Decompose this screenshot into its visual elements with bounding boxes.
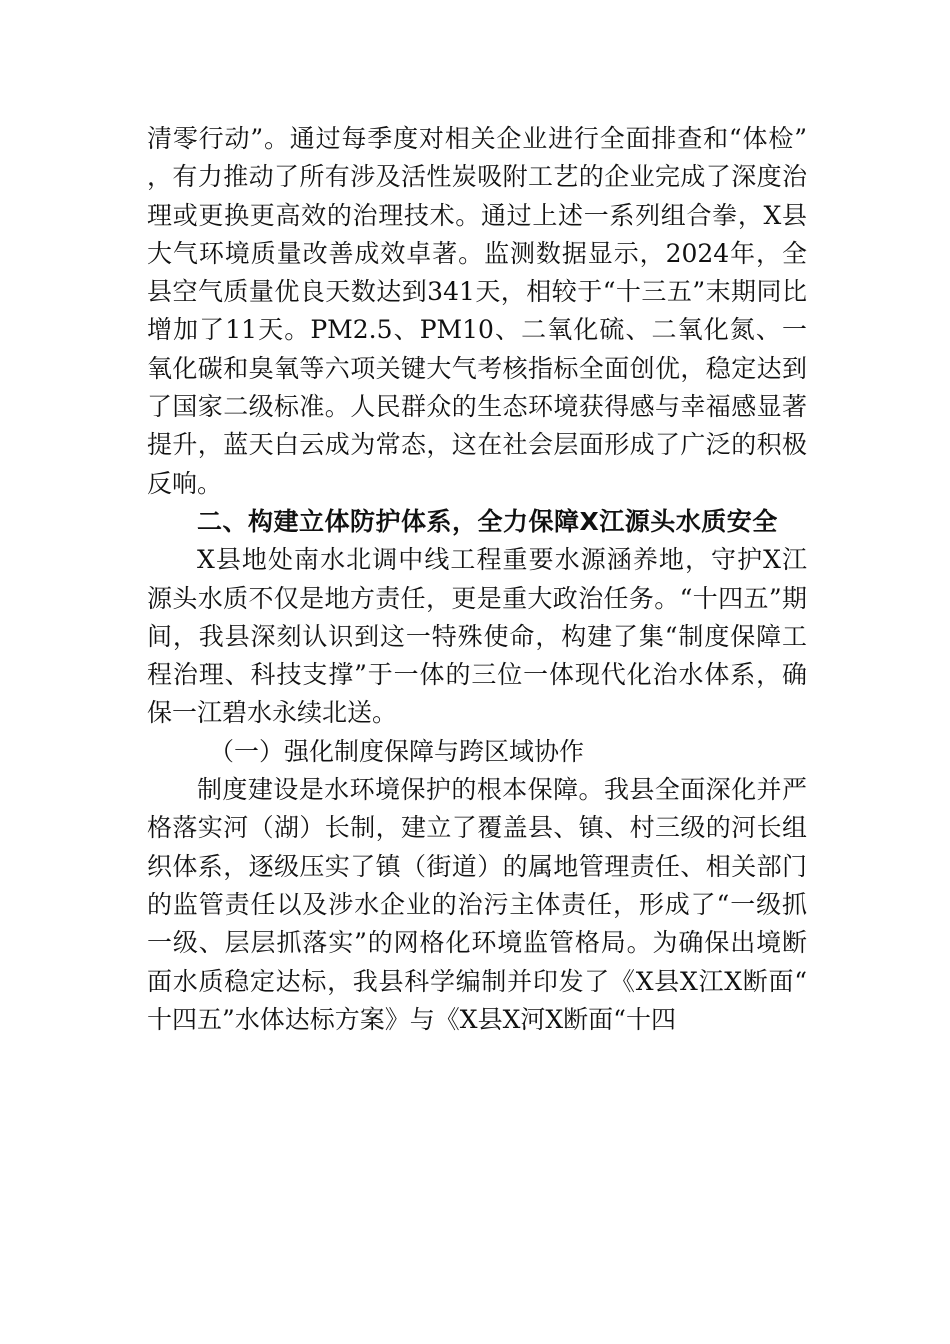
document-body: [147, 120, 807, 1039]
paragraph-water-source-intro: X县地处南水北调中线工程重要水源涵养地，守护X江源头水质不仅是地方责任，更是重大政治任务。“十四五”期间，我县深刻认识到这一特殊使命，构建了集“制度保障工程治理、科技支撑”于一体的三位一体现代化治水体系，确保一江碧水永续北送。: [147, 545, 807, 728]
paragraph-river-chief-system: 制度建设是水环境保护的根本保障。我县全面深化并严格落实河（湖）长制，建立了覆盖县、镇、村三级的河长组织体系，逐级压实了镇（街道）的属地管理责任、相关部门的监管责任以及涉水企业的治污主体责任，形成了“一级抓一级、层层抓落实”的网格化环境监管格局。为确保出境断面水质稳定达标，我县科学编制并印发了《X县X江X断面“十四五”水体达标方案》与《X县X河X断面“十四: [147, 775, 807, 1034]
section-heading-water-protection: 二、构建立体防护体系，全力保障X江源头水质安全: [197, 506, 778, 536]
paragraph-air-quality-results: 清零行动”。通过每季度对相关企业进行全面排查和“体检”，有力推动了所有涉及活性炭吸附工艺的企业完成了深度治理或更换更高效的治理技术。通过上述一系列组合拳，X县大气环境质量改善成效卓著。监测数据显示，2024年，全县空气质量优良天数达到341天，相较于“十三五”末期同比增加了11天。PM2.5、PM10、二氧化硫、二氧化氮、一氧化碳和臭氧等六项关键大气考核指标全面创优，稳定达到了国家二级标准。人民群众的生态环境获得感与幸福感显著提升，蓝天白云成为常态，这在社会层面形成了广泛的积极反响。: [147, 124, 807, 498]
subsection-heading-institutional-guarantee: （一）强化制度保障与跨区域协作: [209, 736, 585, 766]
